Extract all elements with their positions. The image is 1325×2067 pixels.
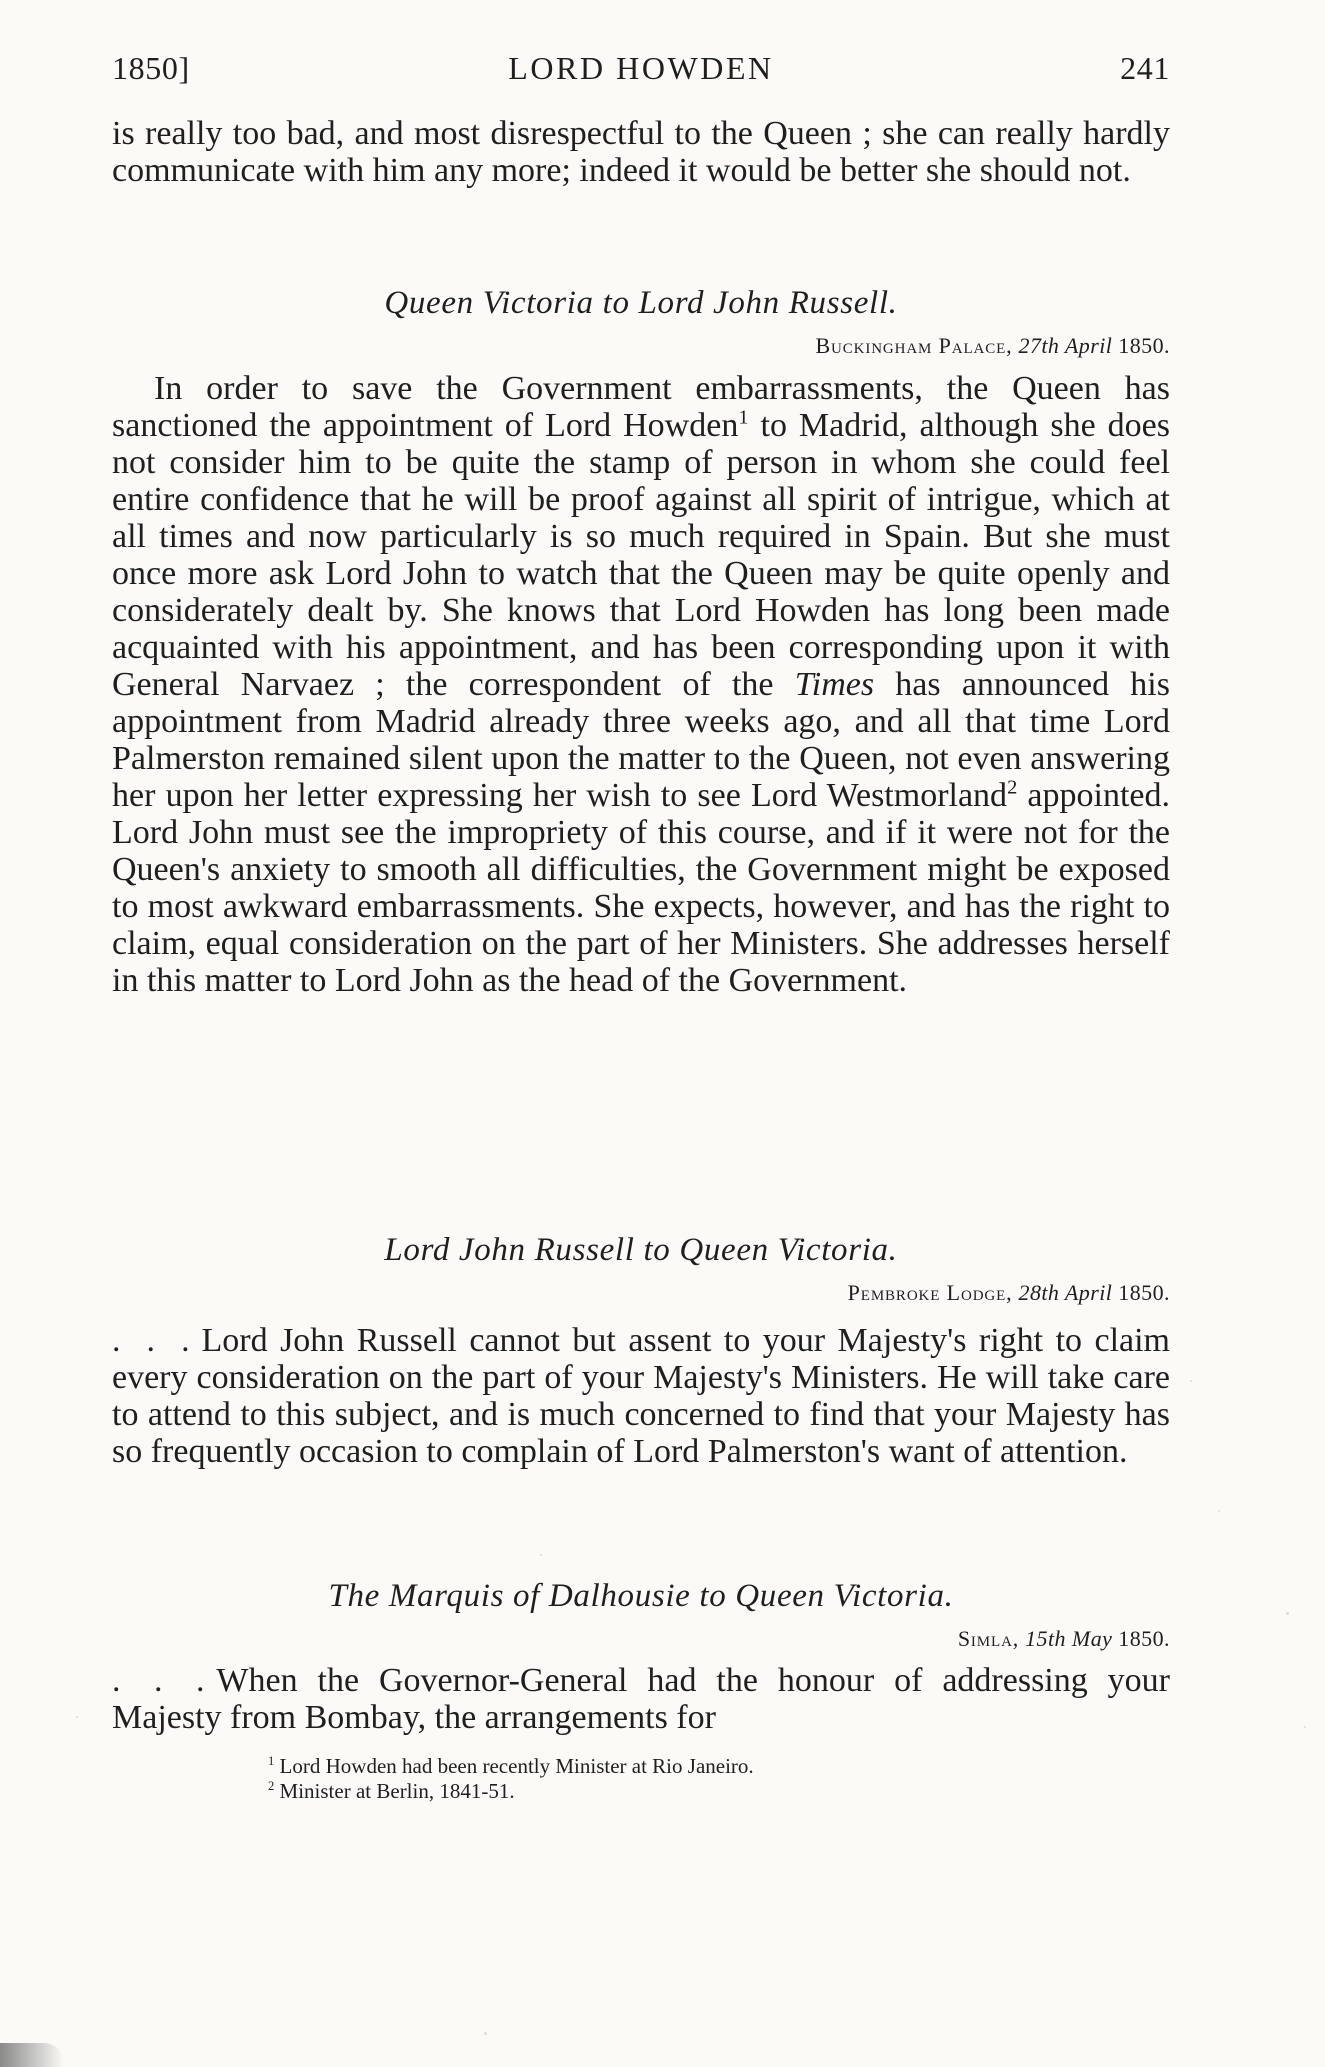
paper-speck [484,2032,487,2035]
page-number: 241 [1120,50,1170,86]
letter-heading-1: Queen Victoria to Lord John Russell. [384,285,898,321]
footnote-text: Minister at Berlin, 1841-51. [279,1779,515,1803]
queen-letter-text-2: to Madrid, although she does not consider him to be quite the stamp of person in whom she could feel entire confidence that he will be proof against all spirit of intrigue, which at all times and now particularly is so much required in Spain. But she must once more ask Lord John to watch that the Queen may be quite openly and considerately dealt by. She knows that Lord Howden has long been made acquainted with his appointment, and has been corresponding upon it with General Narvaez ; the correspondent of the [112,407,1171,703]
footnote-reference-1: 1 [738,406,749,429]
dateline-date: 28th April [1018,1280,1113,1305]
dateline-2 [848,1280,1170,1306]
dateline-date: 15th May [1025,1626,1113,1651]
queen-letter-text-1: In order to save the Government embarrassments, the Queen has sanctioned the appointment of Lord Howden [112,370,1170,444]
dateline-year: 1850. [1118,333,1170,358]
footnote-text: Lord Howden had been recently Minister at Rio Janeiro. [279,1754,754,1778]
footnote-2 [268,1779,1128,1804]
running-title: LORD HOWDEN [508,50,774,86]
dateline-year: 1850. [1118,1280,1170,1305]
ellipsis: . . . [112,1662,212,1699]
letter-heading-3: The Marquis of Dalhousie to Queen Victoria. [328,1578,954,1614]
page-header [112,50,1170,100]
intro-paragraph: is really too bad, and most disrespectful to the Queen ; she can really hardly communicate with him any more; indeed it would be better she should not. [112,115,1170,189]
russell-letter-paragraph [112,1322,1170,1470]
page-edge-shadow [0,2043,64,2067]
footnote-1 [268,1754,1128,1779]
paper-speck [1218,1510,1220,1512]
paper-speck [76,1716,78,1718]
russell-letter-text: Lord John Russell cannot but assent to your Majesty's right to claim every consideration on the part of your Majesty's Ministers. He will take care to attend to this subject, and is much concerned to find that your Majesty has so frequently occasion to complain of Lord Palmerston's want of attention. [112,1322,1170,1470]
paper-speck [1304,1726,1306,1728]
dateline-place: Buckingham Palace, [815,333,1013,358]
dalhousie-letter-paragraph [112,1662,1170,1736]
queen-letter-text-4: appointed. Lord John must see the impropriety of this course, and if it were not for the Queen's anxiety to smooth all difficulties, the Government might be exposed to most awkward embarrassments. She expects, however, and has the right to claim, equal consideration on the part of her Ministers. She addresses herself in this matter to Lord John as the head of the Government. [112,777,1170,999]
footnote-marker: 1 [268,1754,275,1768]
footnotes [268,1754,1128,1804]
footnote-reference-2: 2 [1007,776,1018,799]
dateline-year: 1850. [1118,1626,1170,1651]
letter-heading-2: Lord John Russell to Queen Victoria. [384,1232,898,1268]
dateline-place: Simla, [957,1626,1020,1651]
page-year: 1850] [112,50,190,86]
ellipsis: . . . [112,1322,197,1359]
dalhousie-letter-text: When the Governor-General had the honour of addressing your Majesty from Bombay, the arrangements for [112,1662,1170,1736]
dateline-date: 27th April [1018,333,1113,358]
queen-letter-paragraph [112,370,1170,999]
dateline-place: Pembroke Lodge, [847,1280,1013,1305]
paper-speck [1286,1612,1289,1615]
paper-speck [1190,1380,1192,1382]
paper-speck [540,1554,542,1556]
dateline-1 [815,333,1170,359]
footnote-marker: 2 [268,1779,275,1793]
dateline-3 [958,1626,1170,1652]
queen-letter-text-3: has announced his appointment from Madrid already three weeks ago, and all that time Lord Palmerston remained silent upon the matter to the Queen, not even answering her upon her letter expressing her wish to see Lord Westmorland [112,666,1170,814]
times-italic: Times [794,666,875,703]
